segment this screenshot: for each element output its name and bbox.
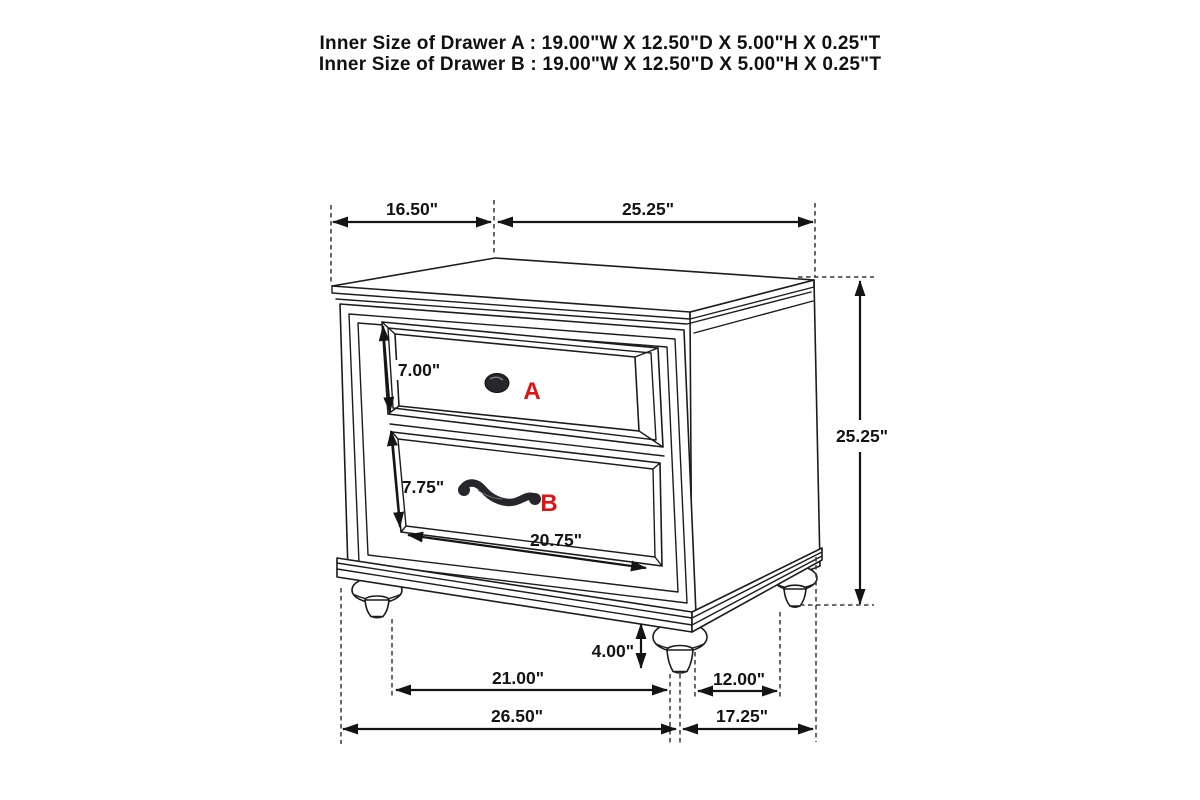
dim-label-width: 25.25": [621, 199, 675, 219]
drawer-a-label: A: [523, 378, 541, 405]
dim-label-drawer-b-width: 20.75": [529, 530, 583, 550]
drawer-b-size-line: Inner Size of Drawer B : 19.00"W X 12.50"D X 5.00"H X 0.25"T: [318, 54, 882, 75]
dim-label-base-width: 26.50": [490, 706, 544, 726]
dim-label-base-depth: 17.25": [715, 706, 769, 726]
dim-leg-span-front: [396, 668, 667, 690]
dim-leg-height: [592, 624, 641, 668]
nightstand-drawing: [332, 258, 822, 673]
dim-leg-span-side: [698, 669, 777, 691]
dim-top-depth: [333, 199, 491, 222]
dim-label-leg-span-front: 21.00": [491, 668, 545, 688]
drawer-a-size-line: Inner Size of Drawer A : 19.00"W X 12.50"D X 5.00"H X 0.25"T: [319, 33, 881, 54]
drawer-b-label: B: [540, 490, 558, 517]
dim-label-height: 25.25": [835, 426, 889, 446]
dim-label-leg-span-side: 12.00": [712, 669, 766, 689]
dim-label-drawer-a-height: 7.00": [397, 360, 441, 380]
dim-label-leg-height: 4.00": [591, 641, 634, 661]
dim-top-width: [498, 199, 813, 222]
dim-base-width: [343, 706, 676, 729]
dim-label-drawer-b-height: 7.75": [401, 477, 445, 497]
drawer-a-knob: [485, 374, 509, 393]
dim-height: [836, 281, 888, 604]
dim-label-depth: 16.50": [385, 199, 439, 219]
dim-base-depth: [683, 706, 813, 729]
